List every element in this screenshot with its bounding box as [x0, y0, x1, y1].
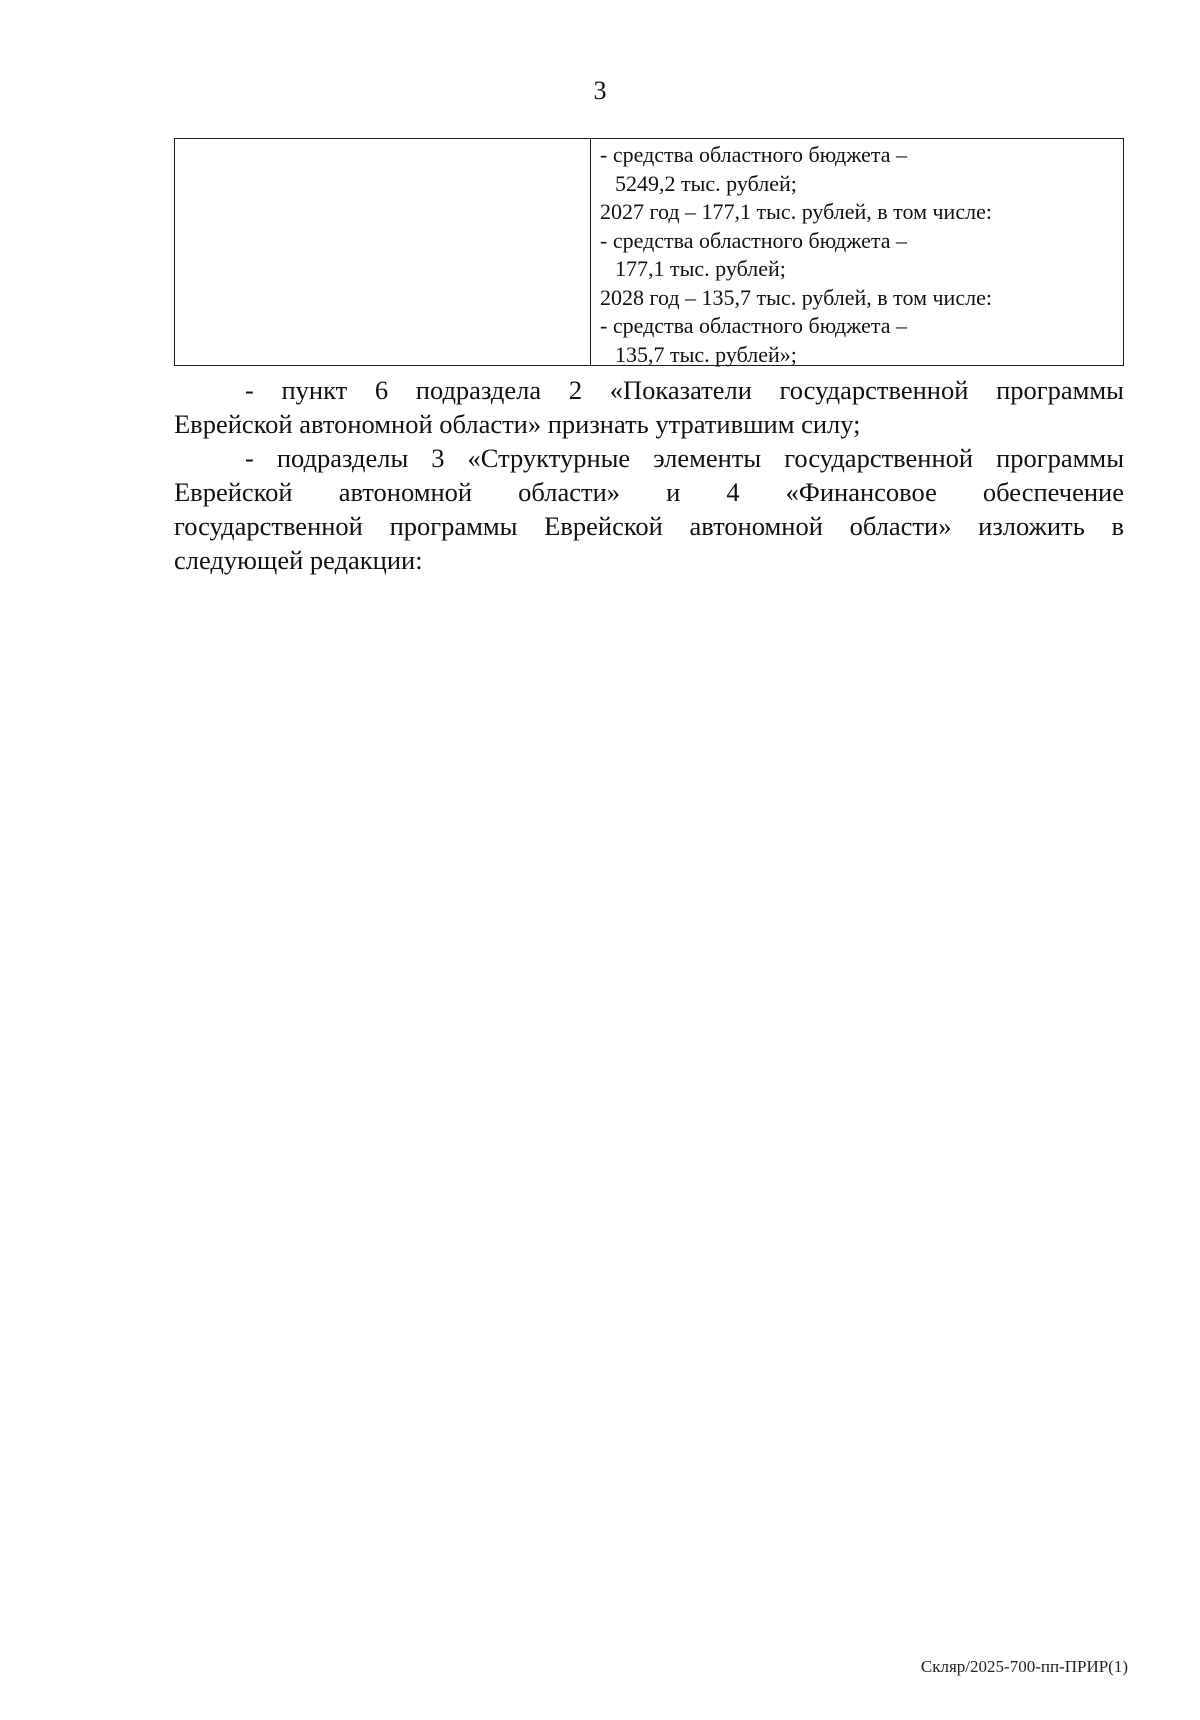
paragraph-item-6-repeal [174, 373, 1124, 441]
cell-line: 135,7 тыс. рублей»; [615, 341, 797, 367]
paragraph-subsections-3-4 [174, 441, 1124, 577]
cell-line: 5249,2 тыс. рублей; [615, 170, 797, 196]
cell-line: 177,1 тыс. рублей; [615, 256, 786, 281]
page-number: 3 [593, 76, 607, 105]
paragraph-line: Еврейской автономной области» и 4 «Финансовое обеспечение [174, 477, 1124, 507]
paragraph-line: следующей редакции: [174, 545, 423, 575]
budget-table [174, 138, 1124, 366]
document-code: Скляр/2025-700-пп-ПРИР(1) [920, 1657, 1128, 1676]
table-left-cell [175, 139, 591, 365]
cell-line: 2028 год – 135,7 тыс. рублей, в том числе: [600, 284, 992, 310]
cell-line: - средства областного бюджета – [600, 142, 908, 167]
table-right-cell [591, 139, 1123, 365]
paragraph-line: - подразделы 3 «Структурные элементы государственной программы [245, 443, 1124, 473]
paragraph-line: государственной программы Еврейской автономной области» изложить в [174, 511, 1124, 541]
cell-line: - средства областного бюджета – [600, 227, 908, 253]
cell-line: 2027 год – 177,1 тыс. рублей, в том числе: [600, 199, 992, 224]
paragraph-line: - пункт 6 подраздела 2 «Показатели государственной программы [245, 375, 1124, 405]
cell-line: - средства областного бюджета – [600, 313, 908, 338]
paragraph-line: Еврейской автономной области» признать утратившим силу; [174, 409, 861, 439]
